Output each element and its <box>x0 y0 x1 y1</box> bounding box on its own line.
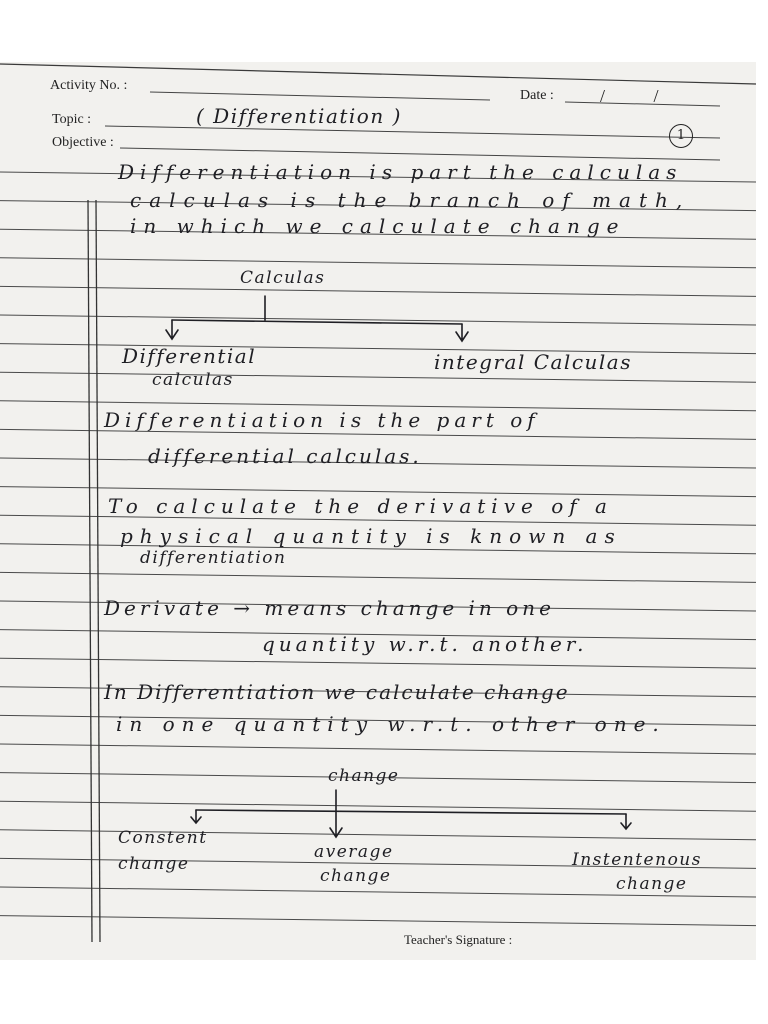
ruled-line <box>0 572 756 582</box>
tree1-left-a: Differential <box>122 344 257 368</box>
note-line-3: in which we calculate change <box>130 214 626 238</box>
tree2-child2-b: change <box>320 866 392 886</box>
date-value: / / <box>600 86 681 106</box>
ruled-line <box>0 315 756 325</box>
date-label: Date : <box>520 88 554 103</box>
tree2-child2-a: average <box>314 842 394 862</box>
objective-label: Objective : <box>52 135 114 150</box>
activity-label: Activity No. : <box>50 78 128 93</box>
activity-underline <box>150 92 490 100</box>
ruled-line <box>0 372 756 382</box>
tree2-root: change <box>328 766 400 786</box>
teacher-signature-label: Teacher's Signature : <box>404 932 513 947</box>
def2-line-c: differentiation <box>140 548 287 568</box>
tree1-left-b: calculas <box>152 370 234 390</box>
topic-value: ( Differentiation ) <box>196 104 402 128</box>
derivate-line-b: quantity w.r.t. another. <box>262 632 588 656</box>
page-bottom-margin <box>0 960 768 1024</box>
note-line-2: calculas is the branch of math, <box>130 188 691 212</box>
note-line-1: Differentiation is part the calculas <box>118 160 683 184</box>
ruled-line <box>0 801 756 811</box>
in-diff-line-b: in one quantity w.r.t. other one. <box>116 712 666 736</box>
tree1-root: Calculas <box>240 268 326 288</box>
def2-line-a: To calculate the derivative of a <box>108 494 613 518</box>
def2-line-b: physical quantity is known as <box>120 524 622 548</box>
tree2-child3-a: Instentenous <box>572 850 702 870</box>
tree2-child3-b: change <box>616 874 688 894</box>
ruled-line <box>0 286 756 296</box>
ruled-line <box>0 830 756 840</box>
in-diff-line-a: In Differentiation we calculate change <box>104 680 570 704</box>
def1-line-a: Differentiation is the part of <box>104 408 540 432</box>
ruled-line <box>0 344 756 354</box>
tree2-child1-a: Constent <box>118 828 208 848</box>
ruled-line <box>0 744 756 754</box>
tree2-child1-b: change <box>118 854 190 874</box>
ruled-line <box>0 658 756 668</box>
objective-underline <box>120 148 720 160</box>
ruled-line <box>0 916 756 926</box>
notebook-page <box>0 62 756 960</box>
def1-line-b: differential calculas. <box>148 444 422 468</box>
tree1-right: integral Calculas <box>434 350 632 374</box>
derivate-line-a: Derivate → means change in one <box>104 596 555 620</box>
page-number: 1 <box>669 124 693 148</box>
ruled-line <box>0 258 756 268</box>
topic-label: Topic : <box>52 112 92 127</box>
